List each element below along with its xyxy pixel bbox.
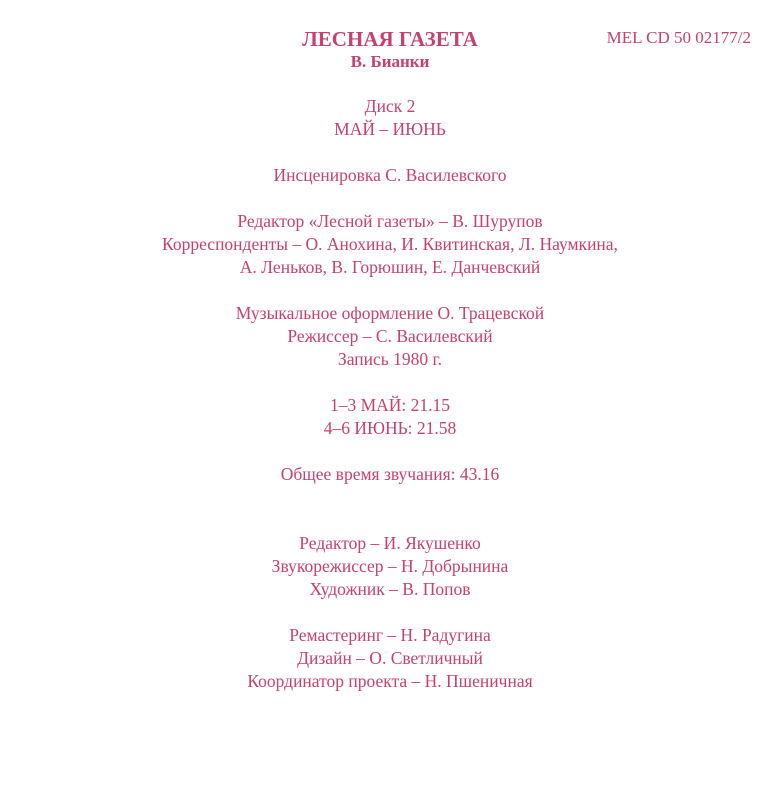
adaptation-credit: Инсценировка С. Василевского xyxy=(273,165,507,185)
total-time: Общее время звучания: 43.16 xyxy=(280,464,500,484)
track-list-item: 4–6 ИЮНЬ: 21.58 xyxy=(323,418,457,438)
correspondents-credit-line1: Корреспонденты – О. Анохина, И. Квитинская, Л. Наумкина, xyxy=(162,234,618,254)
spacer xyxy=(0,601,780,624)
sound-engineer-credit: Звукорежиссер – Н. Добрынина xyxy=(271,556,509,576)
coordinator-credit: Координатор проекта – Н. Пшеничная xyxy=(247,671,533,691)
artist-credit: Художник – В. Попов xyxy=(309,579,471,599)
catalog-number: MEL CD 50 02177/2 xyxy=(606,28,751,47)
gazette-editor-credit: Редактор «Лесной газеты» – В. Шурупов xyxy=(237,211,543,231)
track-list-item: 1–3 МАЙ: 21.15 xyxy=(329,395,451,415)
disc-label: Диск 2 xyxy=(364,96,416,116)
spacer xyxy=(0,72,780,95)
remastering-credit: Ремастеринг – Н. Радугина xyxy=(289,625,491,645)
recording-year: Запись 1980 г. xyxy=(337,349,443,369)
liner-notes xyxy=(0,26,780,693)
spacer xyxy=(0,371,780,394)
music-credit: Музыкальное оформление О. Трацевской xyxy=(235,303,545,323)
editor-credit: Редактор – И. Якушенко xyxy=(299,533,481,553)
album-title: ЛЕСНАЯ ГАЗЕТА xyxy=(302,27,478,51)
correspondents-credit-line2: А. Леньков, В. Горюшин, Е. Данчевский xyxy=(239,257,541,277)
director-credit: Режиссер – С. Василевский xyxy=(287,326,493,346)
spacer xyxy=(0,486,780,532)
months-label: МАЙ – ИЮНЬ xyxy=(334,119,446,139)
spacer xyxy=(0,141,780,164)
spacer xyxy=(0,187,780,210)
spacer xyxy=(0,440,780,463)
spacer xyxy=(0,279,780,302)
author: В. Бианки xyxy=(350,52,430,71)
design-credit: Дизайн – О. Светличный xyxy=(297,648,483,668)
